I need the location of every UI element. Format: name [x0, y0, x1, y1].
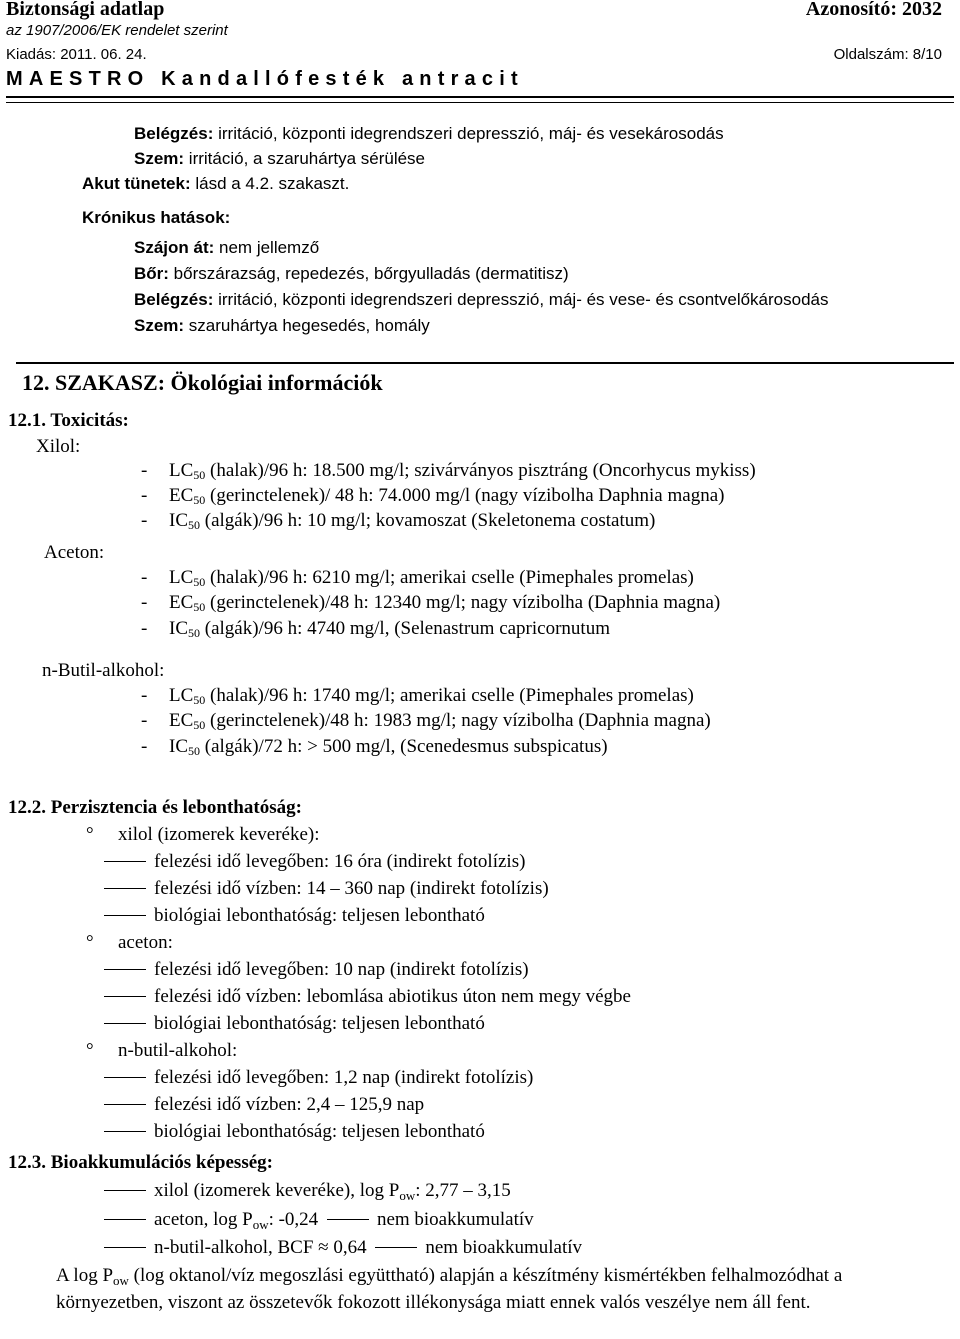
section-divider — [16, 362, 954, 364]
section12-title: 12. SZAKASZ: Ökológiai információk — [22, 370, 383, 395]
butanol-lc50-text: (halak)/96 h: 1740 mg/l; amerikai cselle (Pimephales promelas) — [205, 685, 694, 706]
pers-xylene-item-2 — [104, 878, 549, 900]
note-1-pre: A log P — [56, 1265, 114, 1286]
butanol-ic50: - $IC_{50}$ (algák)/72 h: > 500 mg/l, (Scenedesmus subspicatus) — [141, 736, 608, 758]
oral-label: Szájon át: — [134, 238, 215, 257]
ec-abbrev: EC — [169, 485, 194, 506]
sub-50: 50 — [193, 718, 206, 732]
pers-acetone-item-1 — [104, 959, 529, 981]
bioacc-item-2 — [104, 1209, 534, 1233]
lc-abbrev: LC — [169, 567, 194, 588]
bioacc-3-text: n-butil-alkohol, BCF ≈ 0,64 — [154, 1237, 367, 1258]
pers-butanol-item-2 — [104, 1094, 424, 1116]
pers-butanol-text: n-butil-alkohol: — [118, 1040, 238, 1061]
inhalation-text: irritáció, központi idegrendszeri depresszió, máj- és vesekárosodás — [213, 124, 724, 143]
acetone-lc50: - $LC_{50}$ (halak)/96 h: 6210 mg/l; amerikai cselle (Pimephales promelas) — [141, 567, 694, 589]
skin-text: bőrszárazság, repedezés, bőrgyulladás (dermatitisz) — [168, 264, 569, 283]
persistence-title-text: 12.2. Perzisztencia és lebonthatóság: — [8, 797, 302, 818]
bioacc-title-text: 12.3. Bioakkumulációs képesség: — [8, 1152, 273, 1173]
xylene-ic50-text: (algák)/96 h: 10 mg/l; kovamoszat (Skeletonema costatum) — [200, 510, 656, 531]
pers-butanol-item-2-text: felezési idő vízben: 2,4 – 125,9 nap — [154, 1094, 425, 1115]
dash-icon — [104, 1190, 146, 1191]
pers-butanol-item-3 — [104, 1121, 485, 1143]
bioacc-item-3 — [104, 1237, 582, 1259]
dash-icon — [327, 1219, 369, 1220]
butanol-label: n-Butil-alkohol: — [42, 660, 165, 681]
pers-xylene-item-3 — [104, 905, 485, 927]
acetone-label: Aceton: — [44, 542, 105, 563]
sub-50: 50 — [188, 626, 200, 640]
chronic-inhalation-line — [134, 290, 829, 310]
chronic-inhalation-text: irritáció, központi idegrendszeri depresszió, máj- és vese- és csontvelőkárosodás — [213, 290, 829, 309]
lc-abbrev: LC — [169, 685, 194, 706]
lc-abbrev: LC — [169, 460, 194, 481]
dash-icon — [104, 915, 146, 916]
chronic-inhalation-label: Belégzés: — [134, 290, 214, 309]
acute-line — [82, 174, 349, 194]
acetone-ec50: - $EC_{50}$ (gerinctelenek)/48 h: 12340 mg/l; nagy vízibolha (Daphnia magna) — [141, 592, 721, 614]
bioacc-1-text: xilol (izomerek keveréke), log P — [154, 1180, 400, 1201]
pers-acetone-item-3 — [104, 1013, 485, 1035]
dash-icon — [104, 1104, 146, 1105]
pers-acetone-text: aceton: — [118, 932, 173, 953]
pers-xylene-item-1-text: felezési idő levegőben: 16 óra (indirekt fotolízis) — [154, 851, 526, 872]
skin-label: Bőr: — [134, 264, 169, 283]
pers-xylene-item-3-text: biológiai lebonthatóság: teljesen lebontható — [154, 905, 485, 926]
butanol-ec50-text: (gerinctelenek)/48 h: 1983 mg/l; nagy vízibolha (Daphnia magna) — [205, 710, 711, 731]
inhalation-label: Belégzés: — [134, 124, 214, 143]
pers-xylene-heading — [86, 824, 320, 846]
xylene-lc50-text: (halak)/96 h: 18.500 mg/l; szivárványos pisztráng (Oncorhycus mykiss) — [205, 460, 756, 481]
dash-icon — [104, 969, 146, 970]
chronic-eye-label: Szem: — [134, 316, 185, 335]
acetone-ic50-text: (algák)/96 h: 4740 mg/l, (Selenastrum capricornutum — [200, 618, 610, 639]
bioacc-item-1 — [104, 1180, 511, 1204]
header-divider — [6, 96, 954, 103]
product-name: MAESTRO Kandallófesték antracit — [6, 68, 524, 90]
dash-icon — [375, 1247, 417, 1248]
ic-abbrev: IC — [169, 510, 188, 531]
sub-50: 50 — [188, 744, 200, 758]
note-1-post: (log oktanol/víz megoszlási együttható) alapján a készítmény kismértékben felhalmozódhat a — [128, 1265, 843, 1286]
dash-icon — [104, 888, 146, 889]
dash-icon — [104, 1247, 146, 1248]
acetone-lc50-text: (halak)/96 h: 6210 mg/l; amerikai cselle (Pimephales promelas) — [205, 567, 694, 588]
sub-50: 50 — [193, 468, 206, 482]
sub-50: 50 — [188, 518, 200, 532]
dash-icon — [104, 996, 146, 997]
xylene-ec50-text: (gerinctelenek)/ 48 h: 74.000 mg/l (nagy vízibolha Daphnia magna) — [205, 485, 725, 506]
degree-bullet-icon: ° — [86, 1040, 94, 1061]
eye-label: Szem: — [134, 149, 185, 168]
ic-abbrev: IC — [169, 736, 188, 757]
acetone-ic50: - $IC_{50}$ (algák)/96 h: 4740 mg/l, (Selenastrum capricornutum — [141, 618, 610, 640]
chronic-eye-line — [134, 316, 430, 336]
xylene-lc50: - $LC_{50}$ (halak)/96 h: 18.500 mg/l; szivárványos pisztráng (Oncorhycus mykiss) — [141, 460, 756, 482]
pers-acetone-item-2 — [104, 986, 631, 1008]
butanol-ec50: - $EC_{50}$ (gerinctelenek)/48 h: 1983 mg/l; nagy vízibolha (Daphnia magna) — [141, 710, 711, 732]
header-row-1 — [6, 0, 942, 21]
pers-acetone-item-3-text: biológiai lebonthatóság: teljesen lebontható — [154, 1013, 485, 1034]
bioacc-title — [8, 1152, 273, 1174]
sub-50: 50 — [193, 693, 206, 707]
pers-acetone-item-2-text: felezési idő vízben: lebomlása abiotikus úton nem megy végbe — [154, 986, 631, 1007]
bioacc-1-value: : 2,77 – 3,15 — [415, 1180, 511, 1201]
oral-text: nem jellemző — [214, 238, 320, 257]
chronic-title — [82, 208, 230, 228]
document-id: Azonosító: 2032 — [805, 0, 942, 20]
inhalation-line — [134, 124, 724, 144]
bioacc-3-tail: nem bioakkumulatív — [425, 1237, 583, 1258]
note-line-1 — [56, 1265, 842, 1289]
sub-ow: ow — [252, 1217, 269, 1232]
ic-abbrev: IC — [169, 618, 188, 639]
header-row-3 — [6, 46, 942, 63]
persistence-title — [8, 797, 302, 819]
ec-abbrev: EC — [169, 592, 194, 613]
page-number: Oldalszám: 8/10 — [833, 46, 942, 63]
oral-line — [134, 238, 319, 258]
bioacc-2-text: aceton, log P — [154, 1209, 253, 1230]
dash-icon — [104, 1219, 146, 1220]
butanol-ic50-text: (algák)/72 h: > 500 mg/l, (Scenedesmus subspicatus) — [200, 736, 608, 757]
pers-butanol-item-1 — [104, 1067, 533, 1089]
bioacc-2-value: : -0,24 — [268, 1209, 319, 1230]
toxicity-title-text: 12.1. Toxicitás: — [8, 410, 129, 431]
sub-ow: ow — [399, 1188, 416, 1203]
eye-text: irritáció, a szaruhártya sérülése — [184, 149, 426, 168]
pers-xylene-item-1 — [104, 851, 525, 873]
pers-acetone-item-1-text: felezési idő levegőben: 10 nap (indirekt fotolízis) — [154, 959, 529, 980]
acute-label: Akut tünetek: — [82, 174, 191, 193]
document-title: Biztonsági adatlap — [6, 0, 165, 20]
pers-butanol-heading — [86, 1040, 237, 1062]
pers-xylene-item-2-text: felezési idő vízben: 14 – 360 nap (indirekt fotolízis) — [154, 878, 549, 899]
pers-acetone-heading — [86, 932, 173, 954]
xylene-label: Xilol: — [36, 436, 81, 457]
dash-icon — [104, 861, 146, 862]
toxicity-title — [8, 410, 129, 432]
bioacc-2-tail: nem bioakkumulatív — [376, 1209, 534, 1230]
dash-icon — [104, 1131, 146, 1132]
note-line-2: környezetben, viszont az összetevők fokozott illékonysága miatt ennek valós veszélye nem áll fent. — [56, 1292, 811, 1313]
xylene-ec50: - $EC_{50}$ (gerinctelenek)/ 48 h: 74.000 mg/l (nagy vízibolha Daphnia magna) — [141, 485, 725, 507]
dash-icon — [104, 1023, 146, 1024]
butanol-lc50: - $LC_{50}$ (halak)/96 h: 1740 mg/l; amerikai cselle (Pimephales promelas) — [141, 685, 694, 707]
sub-50: 50 — [193, 575, 206, 589]
pers-butanol-item-3-text: biológiai lebonthatóság: teljesen lebontható — [154, 1121, 485, 1142]
sub-ow: ow — [113, 1273, 129, 1288]
pers-xylene-text: xilol (izomerek keveréke): — [118, 824, 320, 845]
eye-line — [134, 149, 425, 169]
pers-butanol-item-1-text: felezési idő levegőben: 1,2 nap (indirekt fotolízis) — [154, 1067, 534, 1088]
issue-date: Kiadás: 2011. 06. 24. — [6, 46, 147, 63]
chronic-title-text: Krónikus hatások: — [82, 208, 231, 227]
sub-50: 50 — [193, 600, 206, 614]
chronic-eye-text: szaruhártya hegesedés, homály — [184, 316, 430, 335]
acetone-ec50-text: (gerinctelenek)/48 h: 12340 mg/l; nagy vízibolha (Daphnia magna) — [205, 592, 721, 613]
dash-icon — [104, 1077, 146, 1078]
sub-50: 50 — [193, 493, 206, 507]
acute-text: lásd a 4.2. szakaszt. — [190, 174, 350, 193]
regulation-line: az 1907/2006/EK rendelet szerint — [6, 22, 228, 39]
degree-bullet-icon: ° — [86, 932, 94, 953]
ec-abbrev: EC — [169, 710, 194, 731]
degree-bullet-icon: ° — [86, 824, 94, 845]
xylene-ic50: - $IC_{50}$ (algák)/96 h: 10 mg/l; kovamoszat (Skeletonema costatum) — [141, 510, 656, 532]
skin-line — [134, 264, 569, 284]
